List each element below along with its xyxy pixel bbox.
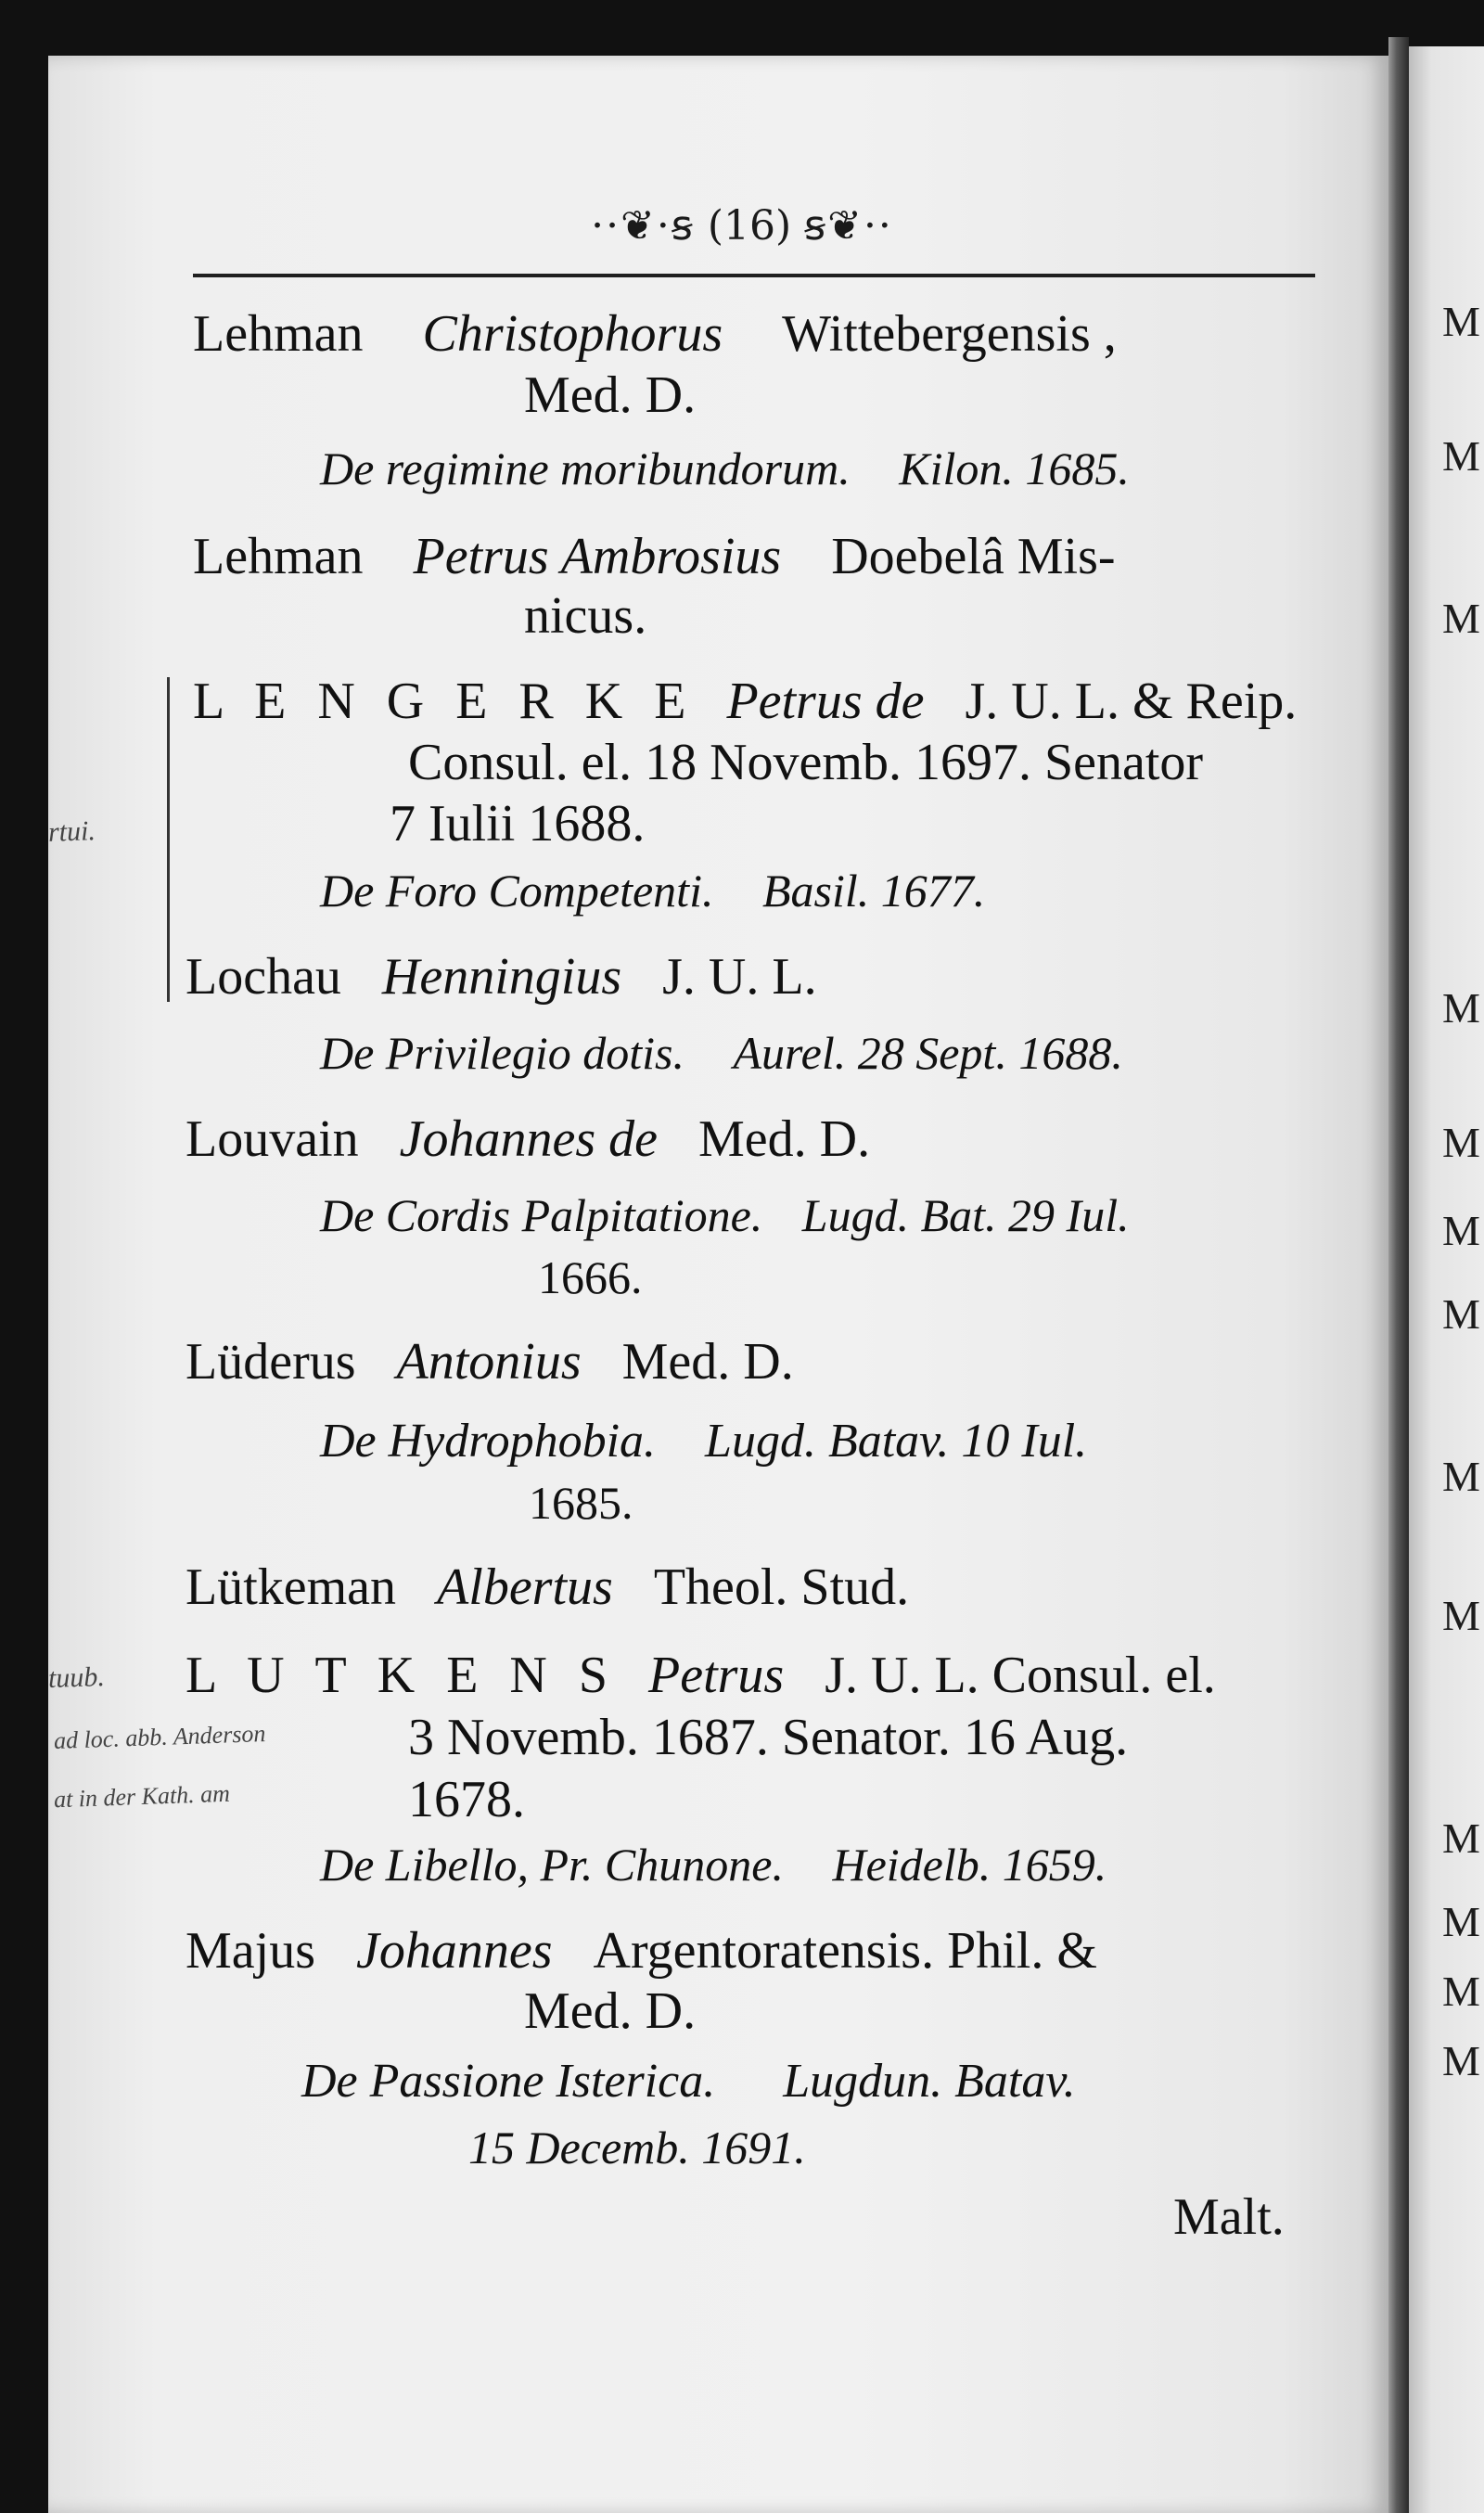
right-ornament: ꞩ❦·· (804, 202, 893, 250)
thesis-place-date: Basil. 1677. (761, 865, 986, 917)
thesis-title: De Foro Competenti. (320, 865, 714, 917)
entry-forename: Henningius (381, 948, 622, 1006)
thesis-place-date: Lugd. Batav. 10 Iul. (705, 1415, 1088, 1468)
left-ornament: ··❦·ꞩ (591, 202, 695, 250)
margin-note: tuub. (47, 1660, 106, 1695)
entry-name: Lehman (193, 528, 364, 585)
entry-name: Lüderus (186, 1333, 356, 1391)
entry-forename: Petrus de (726, 673, 925, 730)
entry-description: Med. D. (621, 1333, 794, 1391)
entry-forename: Antonius (396, 1333, 582, 1391)
thesis-title: De regimine moribundorum. (320, 442, 851, 494)
thesis-place-date: Kilon. 1685. (899, 442, 1130, 494)
catchword: Malt. (1173, 2188, 1285, 2246)
adjacent-page-letter: M (1442, 2037, 1480, 2084)
thesis-year: 15 Decemb. 1691. (468, 2122, 806, 2173)
entry-line2: 3 Novemb. 1687. Senator. 16 Aug. (408, 1709, 1129, 1766)
adjacent-page-letter: M (1442, 1453, 1480, 1500)
thesis-place-date: Lugd. Bat. 29 Iul. (801, 1189, 1130, 1241)
thesis-place-date: Lugdun. Batav. (783, 2055, 1076, 2108)
thesis-line (320, 865, 986, 917)
entry-line2: nicus. (524, 587, 647, 645)
entry-name: Lütkeman (186, 1558, 397, 1616)
adjacent-page-letter: M (1442, 298, 1480, 345)
thesis-line (320, 1189, 1130, 1241)
margin-bracket (167, 677, 170, 1002)
thesis-line (301, 2055, 1076, 2108)
entry-name: L E N G E R K E (193, 673, 696, 730)
entry-description: J. U. L. & Reip. (965, 673, 1298, 730)
thesis-year: 1666. (538, 1251, 643, 1303)
adjacent-page-letter: M (1442, 1968, 1480, 2015)
thesis-year: 1685. (529, 1477, 633, 1529)
entry-description: Argentoratensis. Phil. & (593, 1922, 1097, 1980)
book-gutter (1388, 37, 1409, 2513)
entry-forename: Petrus Ambrosius (413, 528, 782, 585)
page-number: (16) (707, 202, 792, 250)
entry-line2: Med. D. (524, 1982, 697, 2040)
entry-lutkens-line1 (186, 1647, 1216, 1704)
entry-lutkeman-line1 (186, 1558, 910, 1616)
margin-note: rtui. (47, 815, 96, 848)
entry-line2: Consul. el. 18 Novemb. 1697. Senator (408, 734, 1204, 791)
entry-name: Louvain (186, 1110, 359, 1168)
entry-lehman-christophorus-line1 (193, 305, 1117, 363)
entry-forename: Petrus (648, 1647, 785, 1704)
adjacent-page-letter: M (1442, 1898, 1480, 1945)
page-header (0, 202, 1484, 250)
entry-description: J. U. L. (662, 948, 817, 1006)
entry-name: Lehman (193, 305, 364, 363)
entry-description: Wittebergensis , (782, 305, 1117, 363)
margin-note: ad loc. abb. Anderson (53, 1720, 266, 1754)
entry-name: Majus (186, 1922, 315, 1980)
entry-description: Med. D. (697, 1110, 871, 1168)
entry-description: Doebelâ Mis- (831, 528, 1116, 585)
adjacent-page-letter: M (1442, 1119, 1480, 1166)
adjacent-page-letter: M (1442, 1814, 1480, 1862)
adjacent-page-edge (1409, 46, 1484, 2513)
thesis-line (320, 1417, 1087, 1466)
thesis-title: De Hydrophobia. (320, 1415, 657, 1468)
thesis-title: De Cordis Palpitatione. (320, 1189, 763, 1241)
thesis-line (320, 1839, 1107, 1891)
adjacent-page-letter: M (1442, 1207, 1480, 1254)
adjacent-page-letter: M (1442, 1290, 1480, 1338)
entry-description: Theol. Stud. (653, 1558, 910, 1616)
entry-lengerke-line1 (193, 673, 1298, 730)
entry-lochau-line1 (186, 948, 817, 1006)
adjacent-page-letter: M (1442, 1592, 1480, 1639)
margin-note: at in der Kath. am (53, 1779, 231, 1814)
entry-line3: 7 Iulii 1688. (390, 795, 646, 853)
entry-luderus-line1 (186, 1333, 794, 1391)
thesis-title: De Privilegio dotis. (320, 1027, 684, 1079)
entry-description: J. U. L. Consul. el. (825, 1647, 1216, 1704)
entry-lehman-petrus-line1 (193, 528, 1116, 585)
adjacent-page-letter: M (1442, 432, 1480, 480)
header-rule (193, 274, 1315, 277)
entry-name: L U T K E N S (186, 1647, 617, 1704)
thesis-line (320, 442, 1130, 494)
entry-forename: Albertus (437, 1558, 613, 1616)
entry-forename: Johannes de (399, 1110, 658, 1168)
entry-degree: Med. D. (524, 366, 697, 424)
thesis-place-date: Aurel. 28 Sept. 1688. (733, 1027, 1123, 1079)
thesis-line (320, 1027, 1123, 1079)
thesis-title: De Passione Isterica. (301, 2055, 716, 2108)
entry-name: Lochau (186, 948, 341, 1006)
adjacent-page-letter: M (1442, 595, 1480, 642)
entry-majus-line1 (186, 1922, 1097, 1980)
entry-louvain-line1 (186, 1110, 871, 1168)
entry-line3: 1678. (408, 1771, 525, 1828)
entry-forename: Johannes (356, 1922, 553, 1980)
entry-forename: Christophorus (422, 305, 723, 363)
thesis-place-date: Heidelb. 1659. (832, 1839, 1107, 1891)
adjacent-page-letter: M (1442, 984, 1480, 1032)
thesis-title: De Libello, Pr. Chunone. (320, 1839, 784, 1891)
